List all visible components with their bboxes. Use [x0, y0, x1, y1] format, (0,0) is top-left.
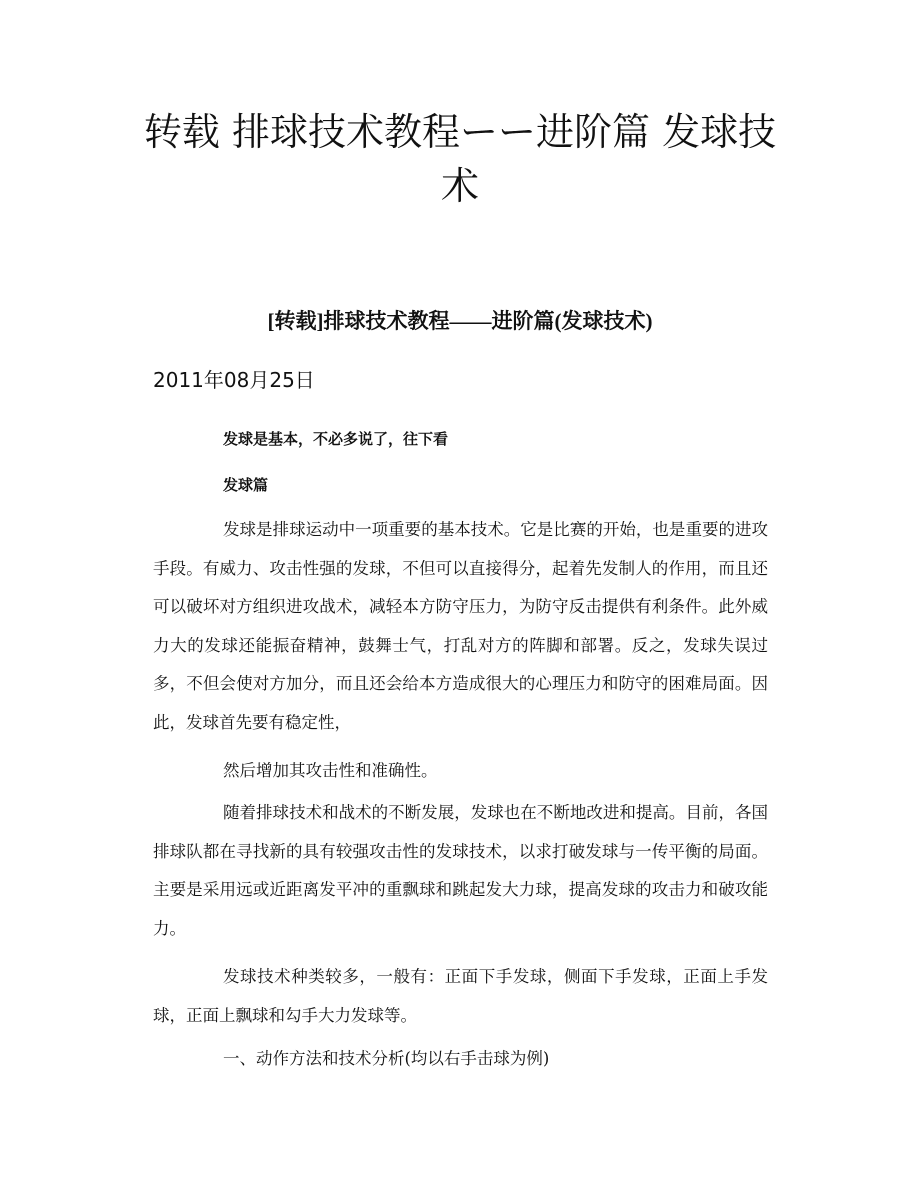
paragraph-2: 然后增加其攻击性和准确性。: [223, 761, 438, 780]
paragraph-1: 发球是排球运动中一项重要的基本技术。它是比赛的开始，也是重要的进攻手段。有威力、攻击性强的发球，不但可以直接得分，起着先发制人的作用，而且还可以破坏对方组织进攻战术，减轻本方防守压力，为防守反击提供有利条件。此外威力大的发球还能振奋精神，鼓舞士气，打乱对方的阵脚和部署。反之，发球失误过多，不但会使对方加分，而且还会给本方造成很大的心理压力和防守的困难局面。因此，发球首先要有稳定性，: [153, 520, 768, 732]
article-subtitle: [转载]排球技术教程——进阶篇(发球技术): [267, 309, 653, 333]
paragraph-5: 一、动作方法和技术分析(均以右手击球为例): [223, 1049, 550, 1068]
publish-date: 2011年08月25日: [153, 368, 315, 392]
intro-bold-line: 发球是基本，不必多说了，往下看: [223, 430, 449, 448]
paragraph-3: 随着排球技术和战术的不断发展，发球也在不断地改进和提高。目前，各国排球队都在寻找新的具有较强攻击性的发球技术，以求打破发球与一传平衡的局面。主要是采用远或近距离发平冲的重飘球和跳起发大力球，提高发球的攻击力和破攻能力。: [153, 803, 768, 938]
section-heading: 发球篇: [223, 476, 269, 494]
paragraph-4: 发球技术种类较多，一般有：正面下手发球，侧面下手发球，正面上手发球，正面上飘球和勾手大力发球等。: [153, 967, 768, 1025]
document-title: 转载 排球技术教程ーー进阶篇 发球技术: [143, 110, 777, 208]
